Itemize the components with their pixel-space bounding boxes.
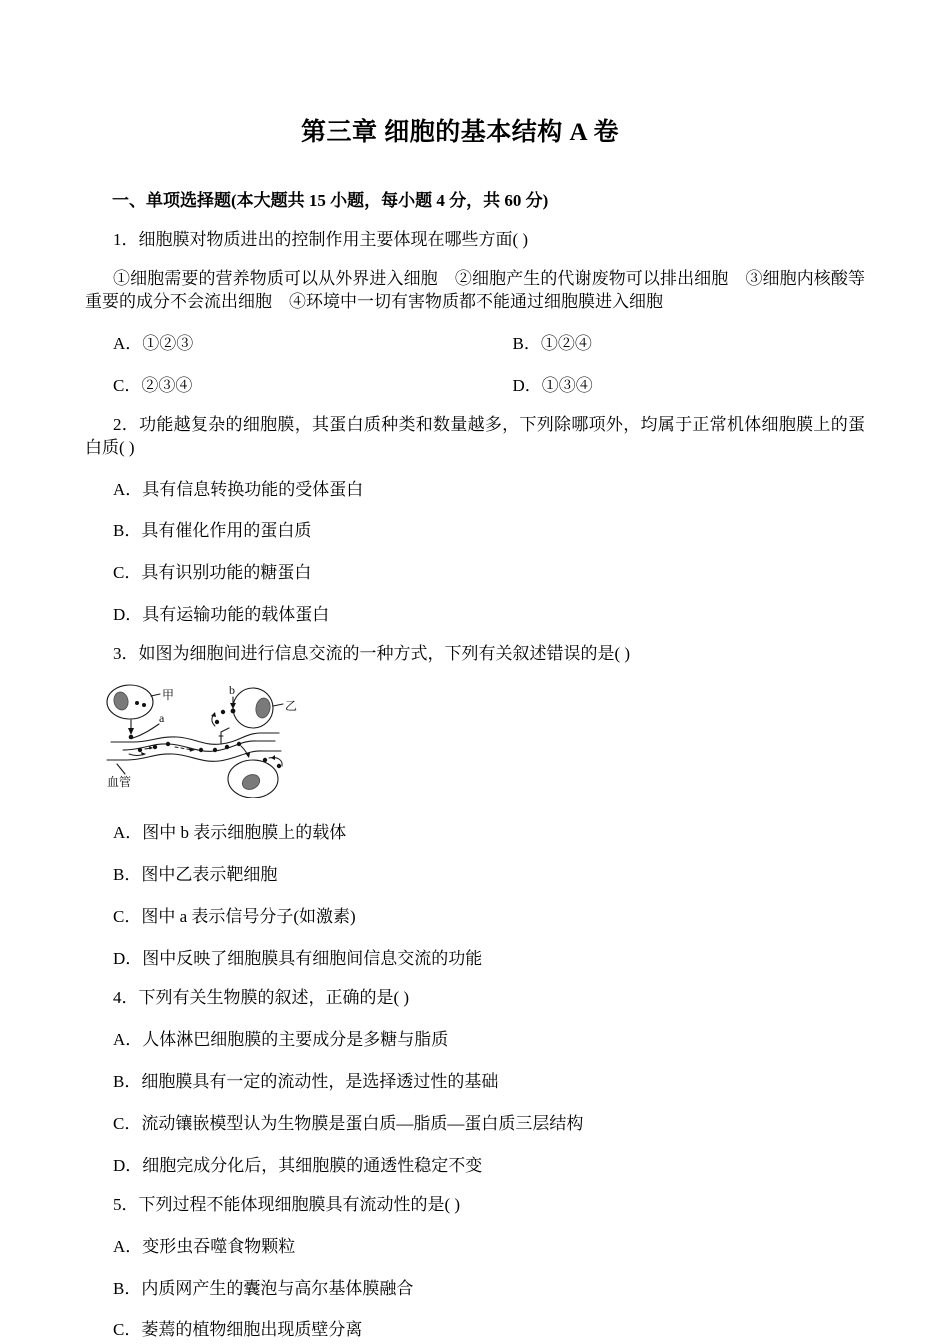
cell-yi-nucleus (254, 697, 271, 719)
option-item[interactable]: A．①②③ (113, 333, 194, 353)
cell-signaling-diagram (85, 680, 865, 803)
option-item[interactable]: D．具有运输功能的载体蛋白 (113, 605, 330, 625)
signal-a-label: a (159, 711, 165, 726)
section-heading: 一、单项选择题(本大题共 15 小题，每小题 4 分，共 60 分) (112, 191, 549, 210)
question-stem: 1．细胞膜对物质进出的控制作用主要体现在哪些方面( ) (113, 229, 529, 249)
page-title: 第三章 细胞的基本结构 A 卷 (301, 119, 619, 146)
option-item[interactable]: C．流动镶嵌模型认为生物膜是蛋白质—脂质—蛋白质三层结构 (113, 1113, 584, 1133)
question-stem: 5．下列过程不能体现细胞膜具有流动性的是( ) (113, 1194, 461, 1214)
option-item[interactable]: D．①③④ (512, 375, 593, 395)
receptor-b-label: b (229, 683, 235, 698)
option-item[interactable]: D．图中反映了细胞膜具有细胞间信息交流的功能 (113, 949, 483, 968)
question-stem: 4．下列有关生物膜的叙述，正确的是( ) (113, 987, 410, 1007)
label-a-leader (133, 724, 159, 738)
option-item[interactable]: B．①②④ (512, 333, 592, 353)
option-row (85, 333, 865, 356)
option-row (85, 375, 865, 398)
option-item[interactable]: A．图中 b 表示细胞膜上的载体 (113, 823, 347, 843)
cell-target-nucleus (240, 772, 262, 792)
option-item[interactable]: A．变形虫吞噬食物颗粒 (113, 1236, 296, 1256)
cell-jia-label: 甲 (162, 688, 175, 703)
option-item[interactable]: B．细胞膜具有一定的流动性，是选择透过性的基础 (113, 1071, 499, 1091)
cell-signaling-svg (93, 680, 325, 798)
question-item (85, 1194, 865, 1343)
option-item[interactable]: B．内质网产生的囊泡与高尔基体膜融合 (113, 1278, 414, 1298)
question-item (85, 643, 865, 971)
option-item[interactable]: C．具有识别功能的糖蛋白 (113, 563, 312, 583)
cell-yi-label: 乙 (285, 699, 298, 714)
questions-container (0, 229, 950, 1342)
option-item[interactable]: B．图中乙表示靶细胞 (113, 865, 278, 885)
vessel-label: 血管 (107, 775, 132, 790)
option-item[interactable]: C．图中 a 表示信号分子(如激素) (113, 907, 356, 927)
question-item (85, 414, 865, 628)
question-stem: 2．功能越复杂的细胞膜，其蛋白质种类和数量越多，下列除哪项外，均属于正常机体细胞膜上的蛋白质( ) (85, 414, 865, 457)
option-item[interactable]: C．②③④ (113, 375, 193, 395)
cell-jia-leader (151, 694, 160, 696)
option-item[interactable]: B．具有催化作用的蛋白质 (113, 521, 312, 541)
question-substem: ①细胞需要的营养物质可以从外界进入细胞 ②细胞产生的代谢废物可以排出细胞 ③细胞内核酸等重要的成分不会流出细胞 ④环境中一切有害物质都不能通过细胞膜进入细胞 (85, 268, 865, 311)
question-item (85, 229, 865, 398)
cell-jia-nucleus (112, 691, 129, 712)
vessel-label-leader (117, 764, 125, 774)
option-item[interactable]: A．具有信息转换功能的受体蛋白 (113, 479, 364, 499)
question-stem: 3．如图为细胞间进行信息交流的一种方式，下列有关叙述错误的是( ) (113, 644, 631, 664)
option-item[interactable]: C．萎蔫的植物细胞出现质壁分离 (113, 1320, 363, 1340)
question-item (85, 987, 865, 1178)
option-item[interactable]: A．人体淋巴细胞膜的主要成分是多糖与脂质 (113, 1029, 449, 1049)
option-item[interactable]: D．细胞完成分化后，其细胞膜的通透性稳定不变 (113, 1155, 483, 1175)
cell-yi-leader (273, 704, 283, 706)
vessel-top-wall (111, 733, 279, 744)
